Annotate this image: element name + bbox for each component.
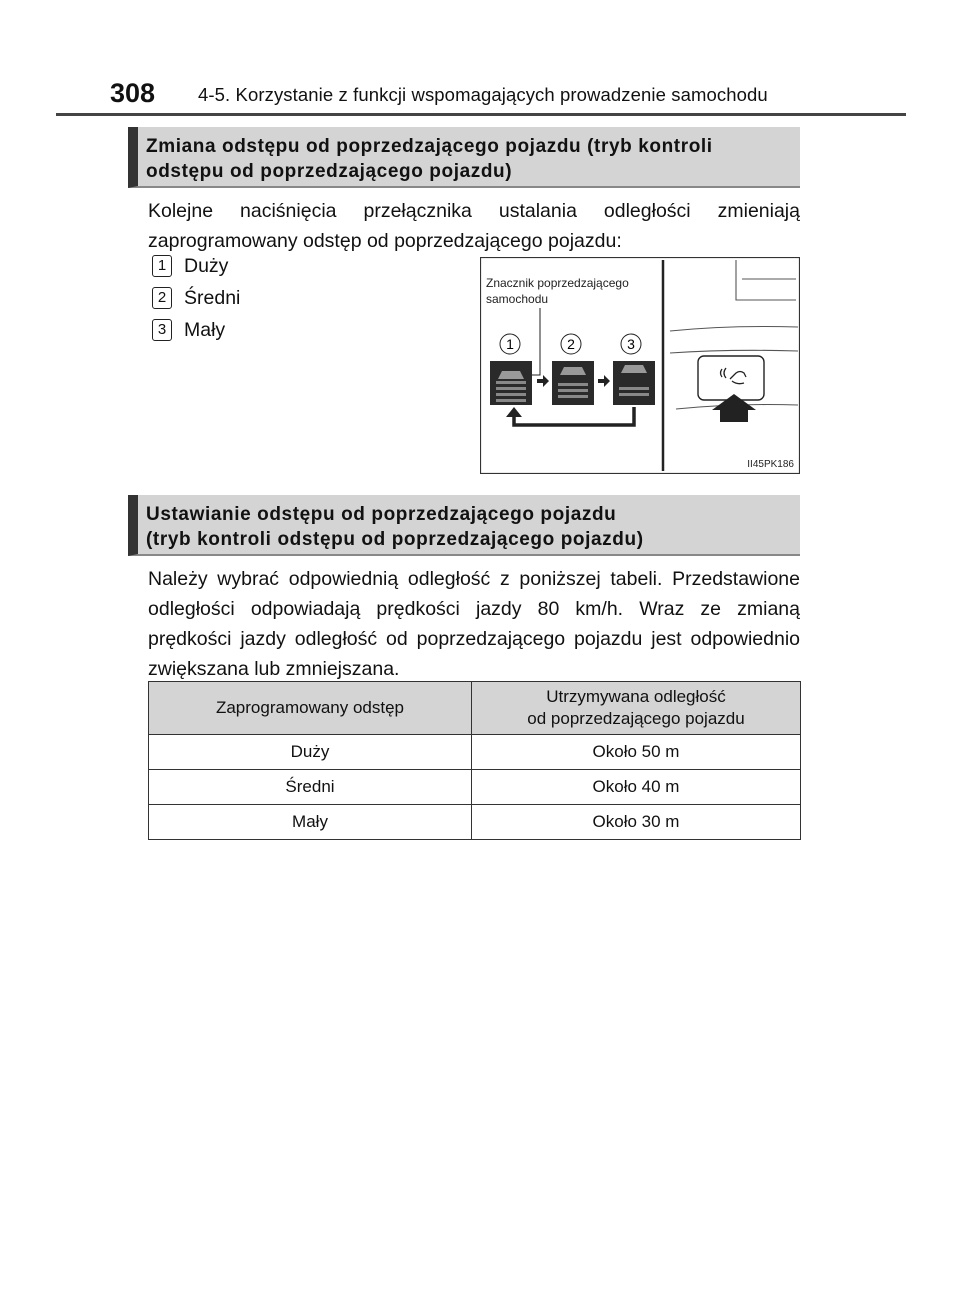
section-heading-change-distance <box>128 127 800 188</box>
table-row <box>149 770 801 805</box>
section-heading-line: odstępu od poprzedzającego pojazdu) <box>146 161 513 182</box>
section-heading-line: Ustawianie odstępu od poprzedzającego pojazdu <box>146 504 617 525</box>
number-badge: 2 <box>152 287 172 309</box>
table-cell-setting: Duży <box>149 735 472 770</box>
table-cell-distance: Około 40 m <box>472 770 801 805</box>
list-item-label: Mały <box>184 318 226 341</box>
table-cell-distance: Około 50 m <box>472 735 801 770</box>
header-divider <box>56 113 906 116</box>
list-item-large <box>152 252 228 280</box>
list-item-label: Duży <box>184 254 229 277</box>
display-small <box>613 361 655 405</box>
step-number: 1 <box>506 336 514 352</box>
table-header-distance <box>472 682 801 735</box>
display-medium <box>552 361 594 405</box>
number-badge: 3 <box>152 319 172 341</box>
step-number: 2 <box>567 336 575 352</box>
table-cell-distance: Około 30 m <box>472 805 801 840</box>
figure-code: II45PK186 <box>747 459 794 470</box>
figure-caption: samochodu <box>486 292 549 306</box>
list-item-small <box>152 316 225 344</box>
chapter-title: 4-5. Korzystanie z funkcji wspomagających prowadzenie samochodu <box>198 84 768 105</box>
table-header-row <box>149 682 801 735</box>
page-number: 308 <box>110 78 156 108</box>
table-cell-setting: Średni <box>149 770 472 805</box>
display-large <box>490 361 532 405</box>
table-row <box>149 735 801 770</box>
table-row <box>149 805 801 840</box>
distance-switch-figure <box>480 257 800 474</box>
figure-caption: Znacznik poprzedzającego <box>486 276 629 290</box>
distance-paragraph: Należy wybrać odpowiednią odległość z poniższej tabeli. Przedstawione odległości odpowiadają prędkości jazdy 80 km/h. Wraz ze zmianą prędkości jazdy odległość od poprzedzającego pojazdu jest odpowiednio zwiększana lub zmniejszana. <box>148 568 800 680</box>
intro-paragraph: Kolejne naciśnięcia przełącznika ustalania odległości zmieniają zaprogramowany odstęp od poprzedzającego pojazdu: <box>148 200 800 252</box>
list-item-label: Średni <box>184 286 241 309</box>
section-heading-set-distance <box>128 495 800 556</box>
distance-table <box>148 681 801 840</box>
number-badge: 1 <box>152 255 172 277</box>
header-line: Utrzymywana odległość <box>546 687 726 706</box>
step-number: 3 <box>627 336 635 352</box>
page-header <box>0 0 960 118</box>
table-header-setting: Zaprogramowany odstęp <box>149 682 472 735</box>
section-heading-line: (tryb kontroli odstępu od poprzedzającego pojazdu) <box>146 529 644 550</box>
list-item-medium <box>152 284 240 312</box>
section-heading-line: Zmiana odstępu od poprzedzającego pojazdu (tryb kontroli <box>146 136 713 157</box>
header-line: od poprzedzającego pojazdu <box>527 709 745 728</box>
table-cell-setting: Mały <box>149 805 472 840</box>
